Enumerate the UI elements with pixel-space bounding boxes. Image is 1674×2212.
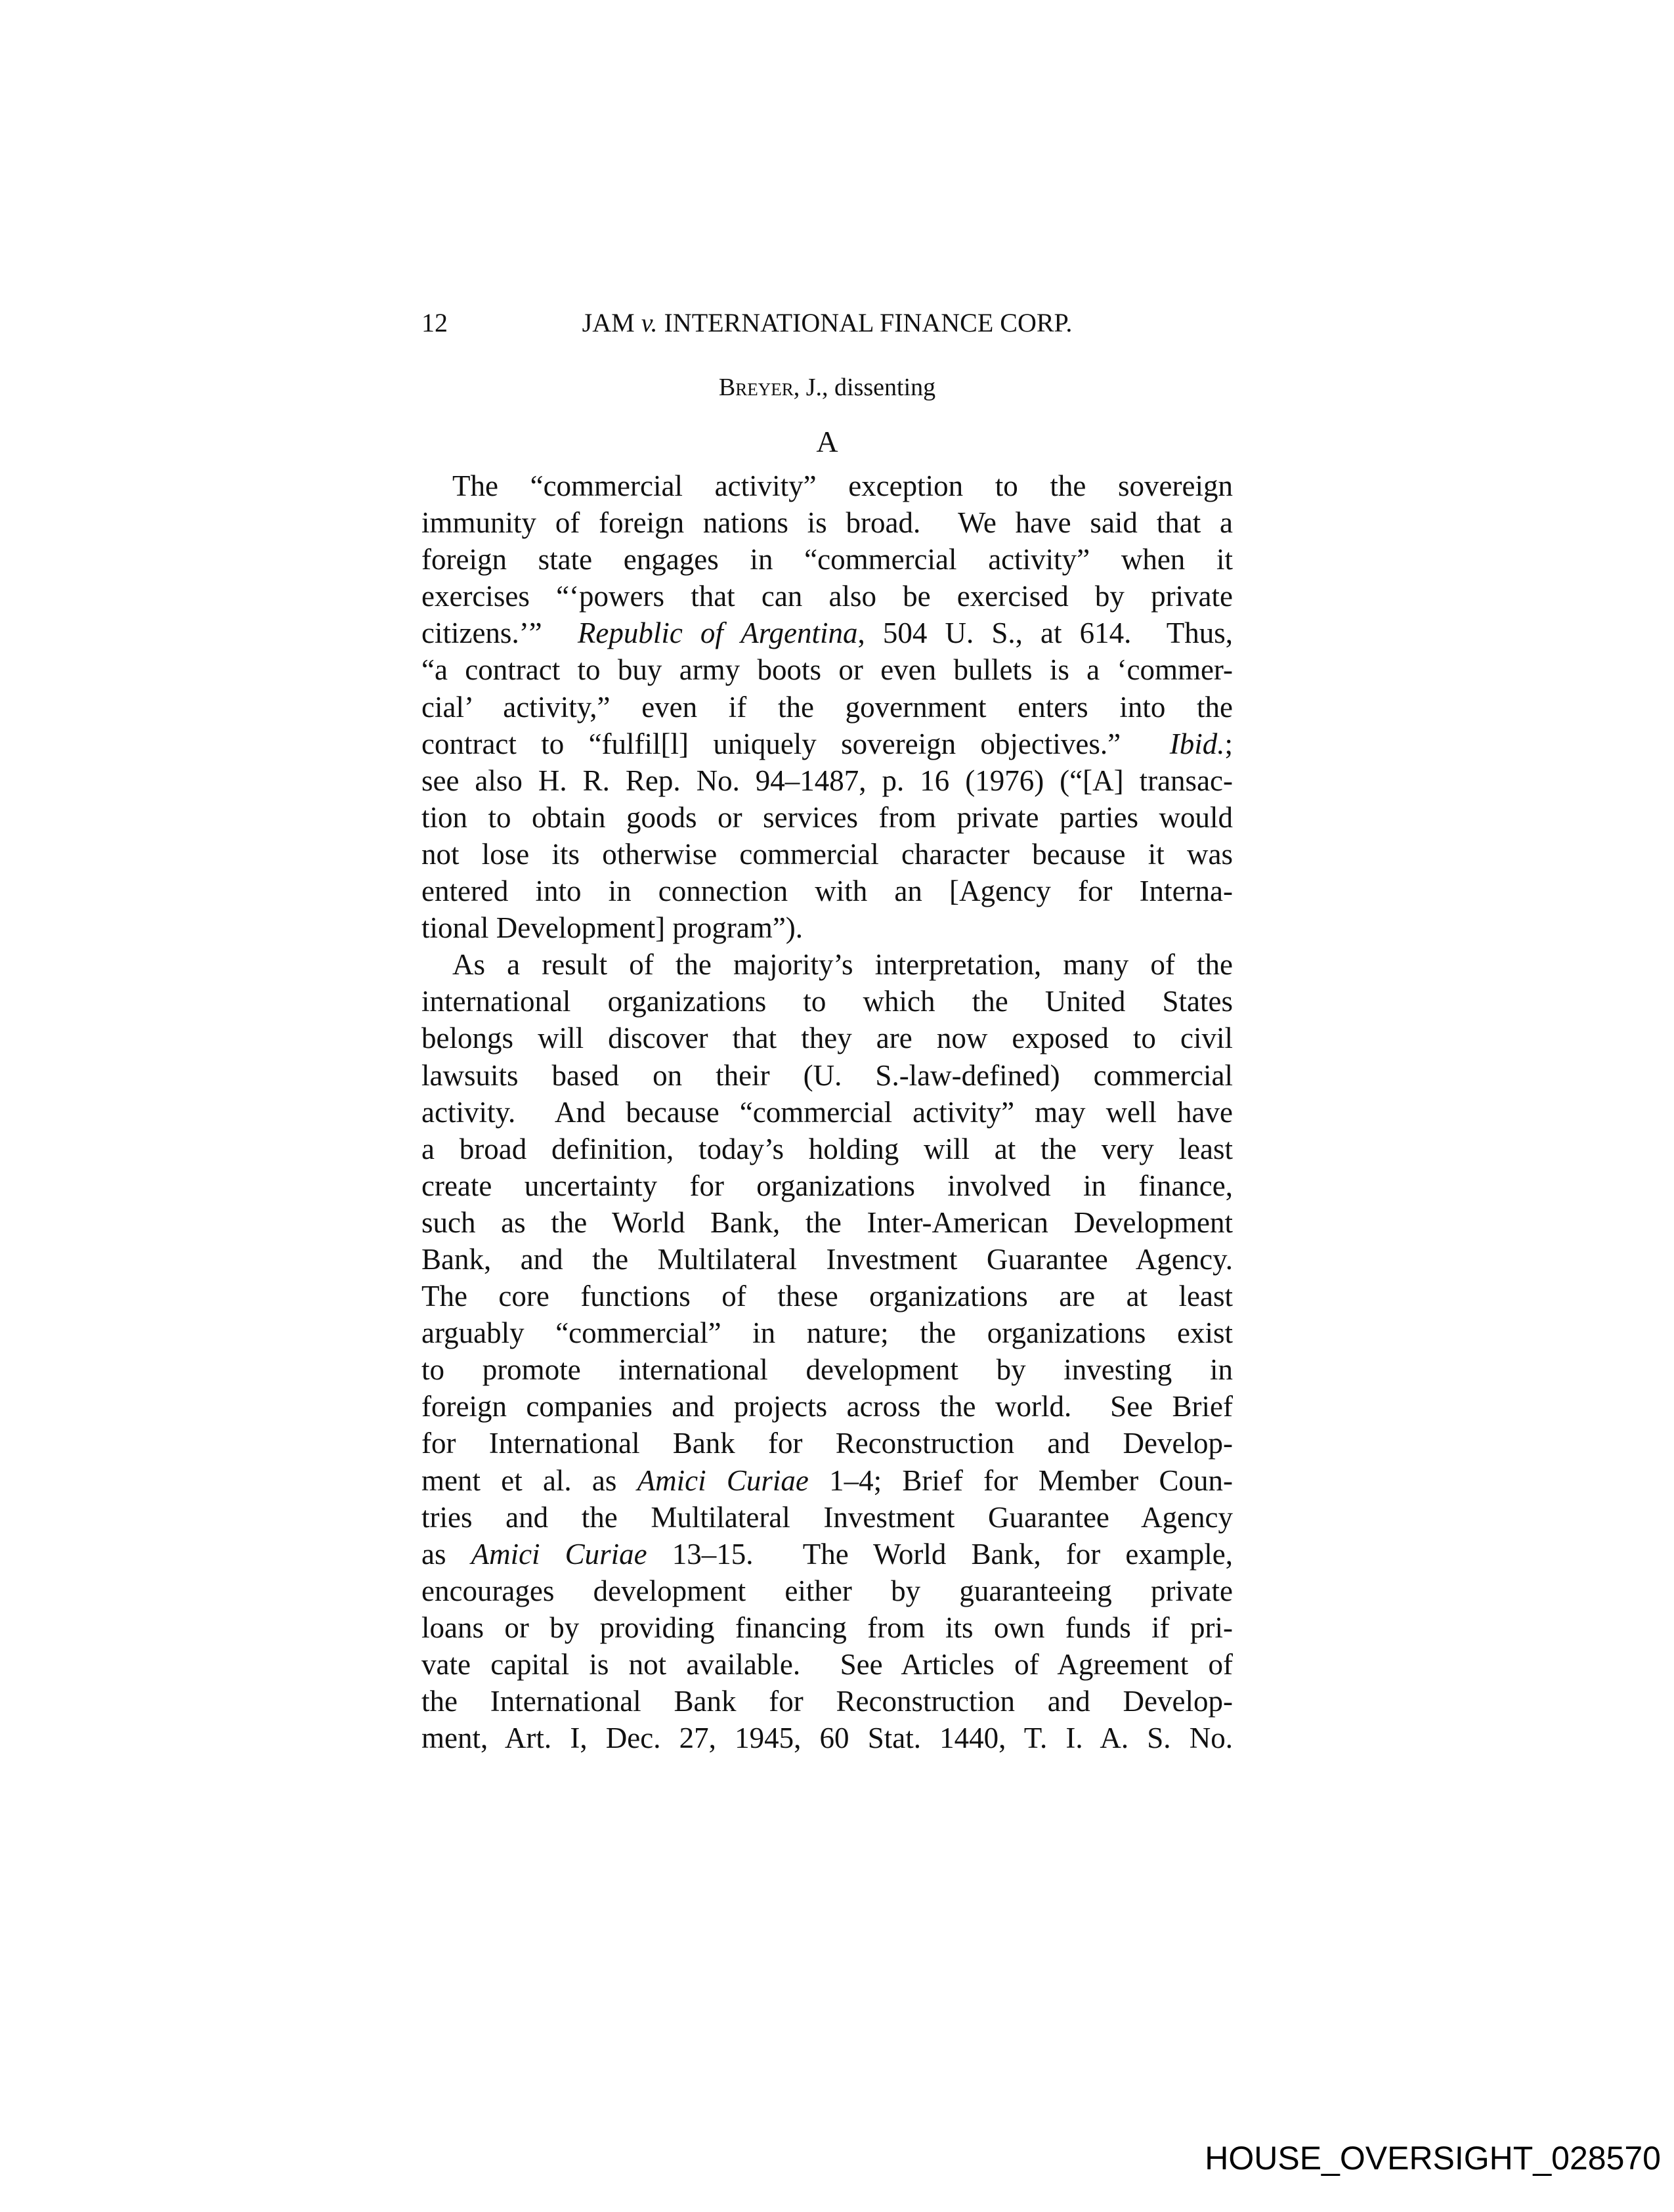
text-segment: entered into in connection with an [Agency for Interna- bbox=[421, 875, 1233, 908]
text-segment: create uncertainty for organizations involved in finance, bbox=[421, 1169, 1233, 1202]
text-line bbox=[421, 836, 1233, 873]
text-segment: tion to obtain goods or services from private parties would bbox=[421, 800, 1233, 834]
text-line bbox=[421, 1425, 1233, 1462]
text-line bbox=[421, 1314, 1233, 1351]
text-line bbox=[421, 1094, 1233, 1131]
italic-citation: Amici Curiae bbox=[471, 1537, 647, 1571]
text-segment: arguably “commercial” in nature; the organizations exist bbox=[421, 1316, 1233, 1350]
text-segment: ment et al. as bbox=[421, 1464, 637, 1497]
text-segment: “a contract to buy army boots or even bullets is a ‘commer- bbox=[421, 653, 1233, 687]
text-line bbox=[421, 1462, 1233, 1499]
text-segment: tional Development] program”). bbox=[421, 911, 804, 945]
text-line bbox=[421, 762, 1233, 799]
text-segment: belongs will discover that they are now exposed to civil bbox=[421, 1022, 1233, 1055]
running-title-party: INTERNATIONAL FINANCE CORP. bbox=[657, 308, 1073, 337]
author-role: , J., dissenting bbox=[793, 374, 936, 401]
text-segment: ment, Art. I, Dec. 27, 1945, 60 Stat. 1440, T. I. A. S. No. bbox=[421, 1722, 1233, 1755]
opinion-author-line bbox=[421, 373, 1233, 402]
text-segment: such as the World Bank, the Inter-American Development bbox=[421, 1205, 1233, 1239]
text-segment: vate capital is not available. See Articles of Agreement of bbox=[421, 1648, 1233, 1681]
text-line bbox=[421, 541, 1233, 578]
text-line bbox=[421, 1057, 1233, 1094]
text-segment: citizens.’” bbox=[421, 617, 578, 650]
text-line bbox=[421, 651, 1233, 688]
text-line bbox=[421, 909, 1233, 946]
running-title bbox=[421, 307, 1233, 338]
text-line bbox=[421, 1167, 1233, 1204]
text-segment: see also H. R. Rep. No. 94–1487, p. 16 (1976) (“[A] transac- bbox=[421, 764, 1233, 797]
page-number: 12 bbox=[421, 308, 448, 337]
text-line bbox=[421, 983, 1233, 1020]
text-segment: encourages development either by guaranteeing private bbox=[421, 1574, 1233, 1607]
text-line bbox=[421, 1278, 1233, 1314]
text-line bbox=[421, 467, 1233, 504]
running-title-case: JAM bbox=[582, 308, 641, 337]
text-line bbox=[421, 799, 1233, 836]
text-segment: for International Bank for Reconstruction and Develop- bbox=[421, 1427, 1233, 1460]
text-line bbox=[421, 873, 1233, 909]
text-segment: international organizations to which the United States bbox=[421, 985, 1233, 1018]
text-segment: immunity of foreign nations is broad. We have said that a bbox=[421, 506, 1233, 540]
text-segment: the International Bank for Reconstruction and Develop- bbox=[421, 1685, 1233, 1718]
text-segment: Bank, and the Multilateral Investment Guarantee Agency. bbox=[421, 1242, 1233, 1276]
text-segment: 13–15. The World Bank, for example, bbox=[647, 1537, 1233, 1571]
bates-stamp: HOUSE_OVERSIGHT_028570 bbox=[1205, 2140, 1661, 2177]
text-line bbox=[421, 946, 1233, 983]
text-segment: ; bbox=[1224, 727, 1233, 760]
text-line bbox=[421, 1720, 1233, 1756]
text-segment: not lose its otherwise commercial character because it was bbox=[421, 837, 1233, 871]
text-segment: to promote international development by investing in bbox=[421, 1353, 1233, 1387]
text-line bbox=[421, 1536, 1233, 1572]
text-segment: contract to “fulfil[l] uniquely sovereign objectives.” bbox=[421, 727, 1170, 760]
text-line bbox=[421, 1131, 1233, 1167]
text-line bbox=[421, 1572, 1233, 1609]
text-segment: 1–4; Brief for Member Coun- bbox=[808, 1464, 1233, 1497]
text-line bbox=[421, 1241, 1233, 1278]
text-line bbox=[421, 689, 1233, 726]
text-line bbox=[421, 1020, 1233, 1056]
running-title-versus: v. bbox=[641, 308, 658, 337]
italic-citation: Ibid. bbox=[1169, 727, 1225, 760]
text-segment: a broad definition, today’s holding will at the very least bbox=[421, 1132, 1233, 1165]
text-segment: As a result of the majority’s interpretation, many of the bbox=[452, 948, 1233, 982]
text-line bbox=[421, 1388, 1233, 1425]
text-segment: The core functions of these organizations are at least bbox=[421, 1280, 1233, 1313]
text-line bbox=[421, 615, 1233, 651]
opinion-body bbox=[421, 467, 1233, 1756]
text-segment: foreign state engages in “commercial activity” when it bbox=[421, 543, 1233, 576]
author-name: Breyer bbox=[718, 374, 794, 401]
text-segment: exercises “‘powers that can also be exercised by private bbox=[421, 580, 1233, 613]
text-segment: The “commercial activity” exception to the sovereign bbox=[452, 469, 1233, 502]
section-heading: A bbox=[816, 425, 838, 458]
text-line bbox=[421, 504, 1233, 541]
text-line bbox=[421, 1609, 1233, 1646]
text-line bbox=[421, 1499, 1233, 1536]
text-segment: cial’ activity,” even if the government enters into the bbox=[421, 690, 1233, 724]
text-segment: loans or by providing financing from its own funds if pri- bbox=[421, 1611, 1233, 1644]
text-line bbox=[421, 578, 1233, 615]
text-line bbox=[421, 726, 1233, 762]
italic-citation: Republic of Argentina bbox=[577, 617, 858, 650]
text-line bbox=[421, 1646, 1233, 1683]
text-line bbox=[421, 1204, 1233, 1241]
italic-citation: Amici Curiae bbox=[637, 1464, 809, 1497]
text-segment: , 504 U. S., at 614. Thus, bbox=[857, 617, 1233, 650]
text-line bbox=[421, 1683, 1233, 1720]
text-segment: as bbox=[421, 1537, 471, 1571]
text-line bbox=[421, 1351, 1233, 1388]
text-segment: tries and the Multilateral Investment Guarantee Agency bbox=[421, 1500, 1233, 1534]
text-segment: lawsuits based on their (U. S.-law-defined) commercial bbox=[421, 1058, 1233, 1092]
text-segment: foreign companies and projects across the world. See Brief bbox=[421, 1390, 1233, 1423]
text-segment: activity. And because “commercial activity” may well have bbox=[421, 1095, 1233, 1129]
